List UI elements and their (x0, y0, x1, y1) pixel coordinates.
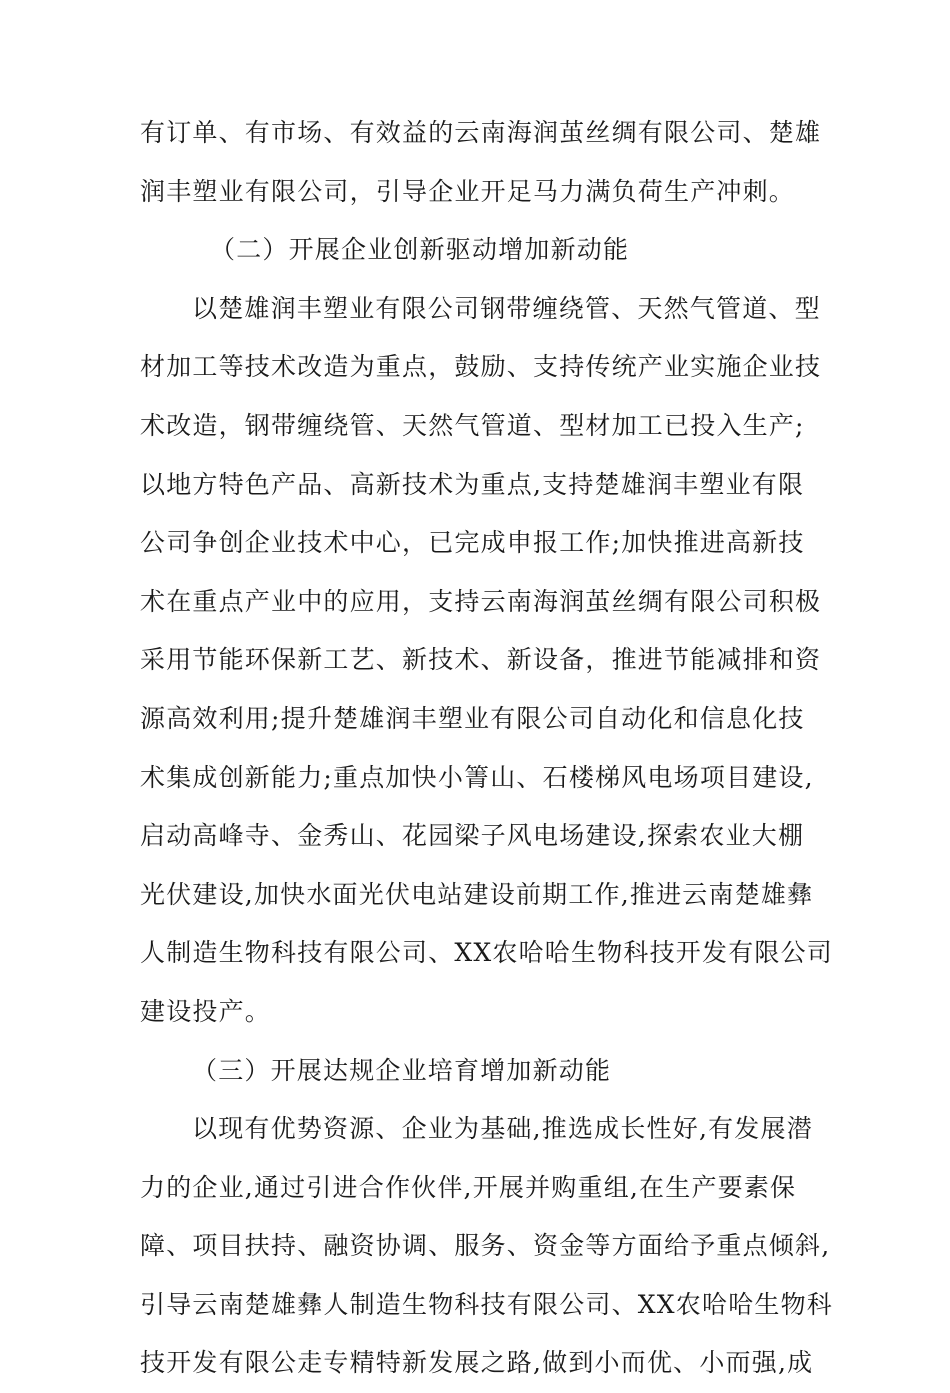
text-line: 障、项目扶持、融资协调、服务、资金等方面给予重点倾斜, (140, 1231, 831, 1261)
text-line: 力的企业,通过引进合作伙伴,开展并购重组,在生产要素保 (140, 1172, 797, 1202)
text-line: 术在重点产业中的应用，支持云南海润茧丝绸有限公司积极 (140, 586, 822, 616)
text-line: 术集成创新能力;重点加快小箐山、石楼梯风电场项目建设, (140, 762, 814, 792)
text-line: 以地方特色产品、高新技术为重点,支持楚雄润丰塑业有限 (140, 469, 805, 499)
text-line: 以现有优势资源、企业为基础,推选成长性好,有发展潜 (192, 1114, 813, 1144)
text-line: （三）开展达规企业培育增加新动能 (192, 1055, 612, 1085)
text-line: 术改造，钢带缠绕管、天然气管道、型材加工已投入生产; (140, 410, 805, 440)
text-line: 人制造生物科技有限公司、XX农哈哈生物科技开发有限公司 (140, 938, 833, 968)
text-line: 技开发有限公走专精特新发展之路,做到小而优、小而强,成 (140, 1348, 814, 1378)
text-line: 以楚雄润丰塑业有限公司钢带缠绕管、天然气管道、型 (192, 293, 821, 323)
text-line: 引导云南楚雄彝人制造生物科技有限公司、XX农哈哈生物科 (140, 1289, 833, 1319)
text-line: 源高效利用;提升楚雄润丰塑业有限公司自动化和信息化技 (140, 703, 805, 733)
text-line: 光伏建设,加快水面光伏电站建设前期工作,推进云南楚雄彝 (140, 879, 814, 909)
document-page (140, 104, 833, 1393)
text-line: 启动高峰寺、金秀山、花园梁子风电场建设,探索农业大棚 (140, 821, 805, 851)
text-line: 润丰塑业有限公司，引导企业开足马力满负荷生产冲刺。 (140, 176, 796, 206)
text-line: 采用节能环保新工艺、新技术、新设备，推进节能减排和资 (140, 645, 822, 675)
text-line: 材加工等技术改造为重点，鼓励、支持传统产业实施企业技 (140, 352, 822, 382)
text-line: 有订单、有市场、有效益的云南海润茧丝绸有限公司、楚雄 (140, 118, 822, 147)
document-body (140, 104, 833, 1393)
text-line: （二）开展企业创新驱动增加新动能 (210, 235, 630, 265)
text-line: 公司争创企业技术中心，已完成申报工作;加快推进高新技 (140, 528, 805, 558)
text-line: 建设投产。 (140, 996, 272, 1026)
